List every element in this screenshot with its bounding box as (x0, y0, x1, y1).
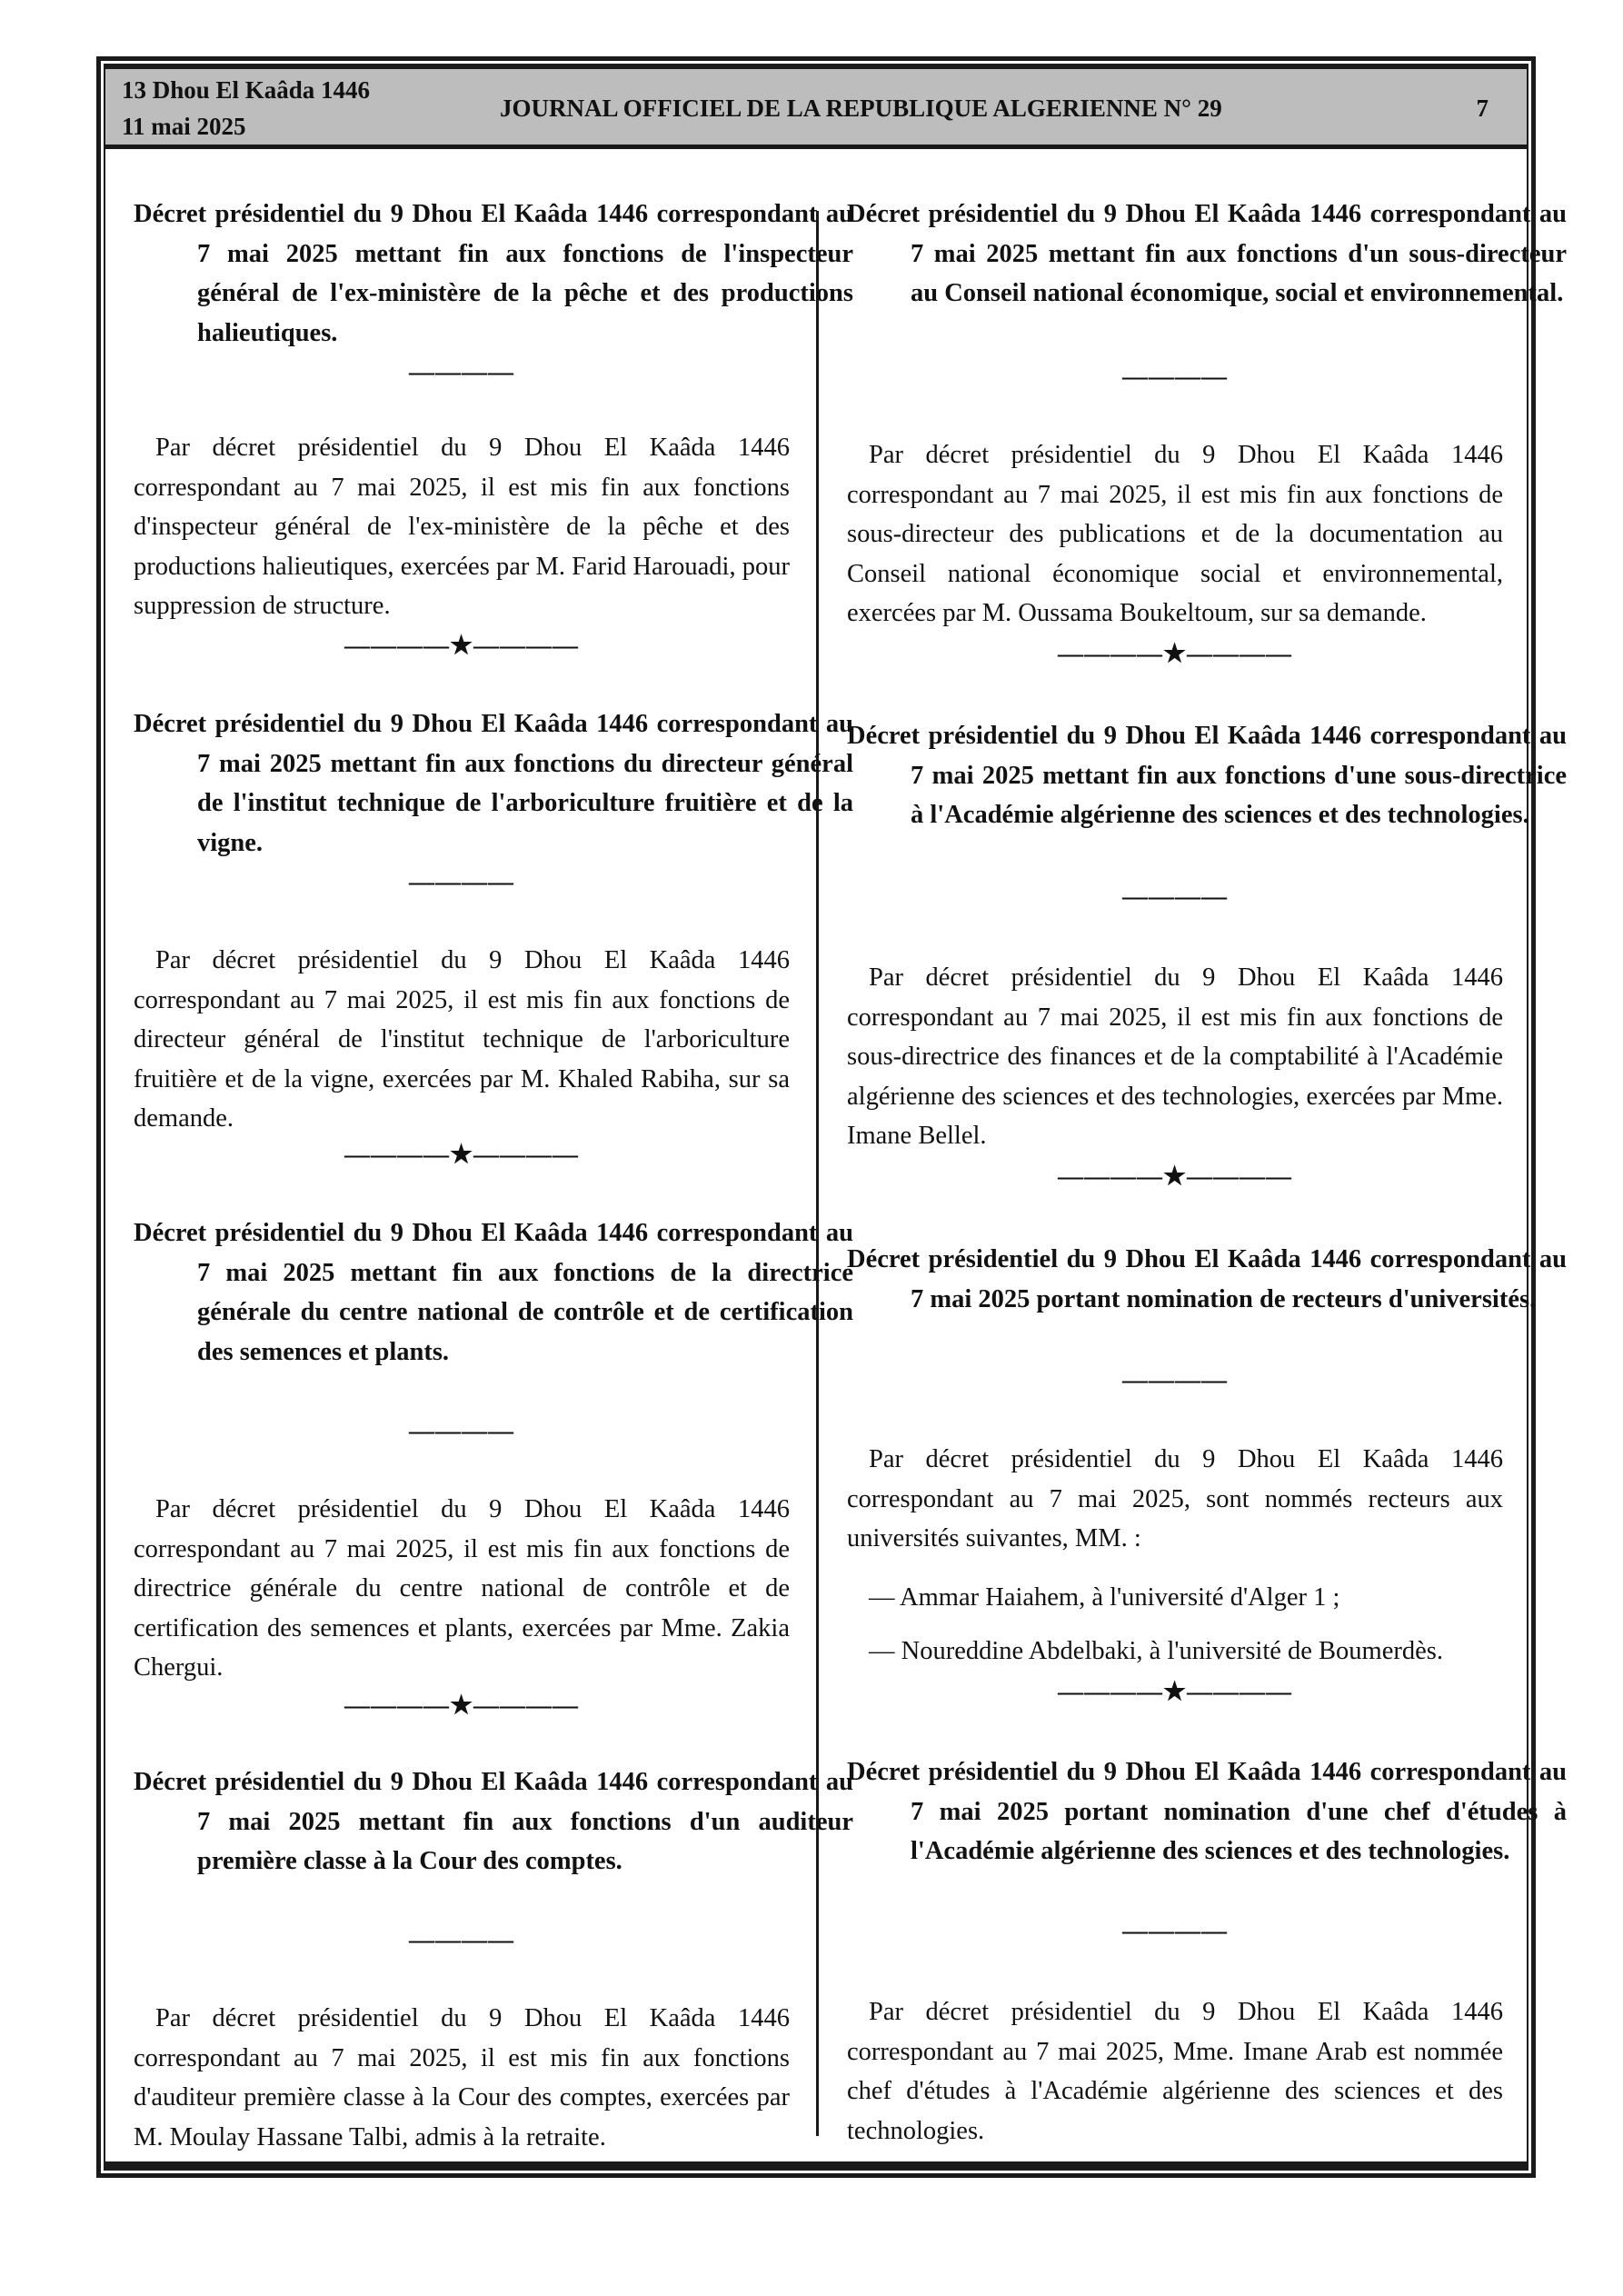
header-hijri-date: 13 Dhou El Kaâda 1446 (122, 76, 371, 104)
star-separator: ————★———— (344, 1692, 580, 1720)
decree-title: Décret présidentiel du 9 Dhou El Kaâda 1446 correspondant au 7 mai 2025 mettant fin aux fonctions d'un auditeur première classe à la Cour des comptes. (134, 1768, 853, 1875)
title-separator: ———— (409, 358, 514, 386)
star-separator: ————★———— (1057, 1163, 1293, 1191)
header-date: 11 mai 2025 (122, 113, 246, 140)
decree-body: Par décret présidentiel du 9 Dhou El Kaâda 1446 correspondant au 7 mai 2025, il est mis fin aux fonctions de directeur général de l'institut technique de l'arboriculture fruitière et de la vigne, exercées par M. Khaled Rabiha, sur sa demande. (134, 946, 790, 1133)
title-separator: ———— (1122, 1366, 1228, 1394)
journal-header (105, 65, 1527, 149)
decree-body: Par décret présidentiel du 9 Dhou El Kaâda 1446 correspondant au 7 mai 2025, sont nommés recteurs aux universités suivantes, MM. : (847, 1445, 1503, 1552)
list-item: — Noureddine Abdelbaki, à l'université de Boumerdès. (869, 1637, 1443, 1665)
title-separator: ———— (409, 868, 514, 896)
star-separator: ————★———— (1057, 1678, 1293, 1706)
decree-body: Par décret présidentiel du 9 Dhou El Kaâda 1446 correspondant au 7 mai 2025, il est mis fin aux fonctions de directrice générale du centre national de contrôle et de certification des semences et plants, exercées par Mme. Zakia Chergui. (134, 1495, 790, 1682)
decree-title: Décret présidentiel du 9 Dhou El Kaâda 1446 correspondant au 7 mai 2025 portant nomination d'une chef d'études à l'Académie algérienne des sciences et des technologies. (847, 1758, 1567, 1865)
decree-body: Par décret présidentiel du 9 Dhou El Kaâda 1446 correspondant au 7 mai 2025, il est mis fin aux fonctions de sous-directeur des publications et de la documentation au Conseil national économique social et environnemental, exercées par M. Oussama Boukeltoum, sur sa demande. (847, 441, 1503, 627)
star-separator: ————★———— (344, 1141, 580, 1169)
decree-body: Par décret présidentiel du 9 Dhou El Kaâda 1446 correspondant au 7 mai 2025, il est mis fin aux fonctions d'auditeur première classe à la Cour des comptes, exercées par M. Moulay Hassane Talbi, admis à la retraite. (134, 2004, 790, 2151)
decree-body: Par décret présidentiel du 9 Dhou El Kaâda 1446 correspondant au 7 mai 2025, il est mis fin aux fonctions d'inspecteur général de l'ex-ministère de la pêche et des productions halieutiques, exercées par M. Farid Harouadi, pour suppression de structure. (134, 434, 790, 620)
decree-body: Par décret présidentiel du 9 Dhou El Kaâda 1446 correspondant au 7 mai 2025, il est mis fin aux fonctions de sous-directrice des finances et de la comptabilité à l'Académie algérienne des sciences et des technologies, exercées par Mme. Imane Bellel. (847, 963, 1503, 1150)
title-separator: ———— (1122, 363, 1228, 391)
header-title: JOURNAL OFFICIEL DE LA REPUBLIQUE ALGERIENNE N° 29 (500, 95, 1222, 122)
page-number: 7 (1476, 95, 1489, 122)
decree-title: Décret présidentiel du 9 Dhou El Kaâda 1446 correspondant au 7 mai 2025 portant nomination de recteurs d'universités. (847, 1245, 1567, 1313)
star-separator: ————★———— (1057, 640, 1293, 668)
star-separator: ————★———— (344, 632, 580, 660)
decree-title: Décret présidentiel du 9 Dhou El Kaâda 1446 correspondant au 7 mai 2025 mettant fin aux fonctions du directeur général de l'institut technique de l'arboriculture fruitière et de la vigne. (134, 710, 853, 857)
decree-body: Par décret présidentiel du 9 Dhou El Kaâda 1446 correspondant au 7 mai 2025, Mme. Imane Arab est nommée chef d'études à l'Académie algérienne des sciences et des technologies. (847, 1998, 1503, 2145)
decree-title: Décret présidentiel du 9 Dhou El Kaâda 1446 correspondant au 7 mai 2025 mettant fin aux fonctions de la directrice générale du centre national de contrôle et de certification des semences et plants. (134, 1219, 853, 1366)
title-separator: ———— (1122, 883, 1228, 911)
decree-title: Décret présidentiel du 9 Dhou El Kaâda 1446 correspondant au 7 mai 2025 mettant fin aux fonctions de l'inspecteur général de l'ex-ministère de la pêche et des productions halieutiques. (134, 200, 853, 347)
decree-title: Décret présidentiel du 9 Dhou El Kaâda 1446 correspondant au 7 mai 2025 mettant fin aux fonctions d'un sous-directeur au Conseil national économique, social et environnemental. (847, 200, 1567, 307)
decree-title: Décret présidentiel du 9 Dhou El Kaâda 1446 correspondant au 7 mai 2025 mettant fin aux fonctions d'une sous-directrice à l'Académie algérienne des sciences et des technologies. (847, 722, 1567, 829)
title-separator: ———— (1122, 1917, 1228, 1945)
title-separator: ———— (409, 1417, 514, 1445)
list-item: — Ammar Haiahem, à l'université d'Alger 1 ; (869, 1583, 1340, 1612)
title-separator: ———— (409, 1926, 514, 1954)
